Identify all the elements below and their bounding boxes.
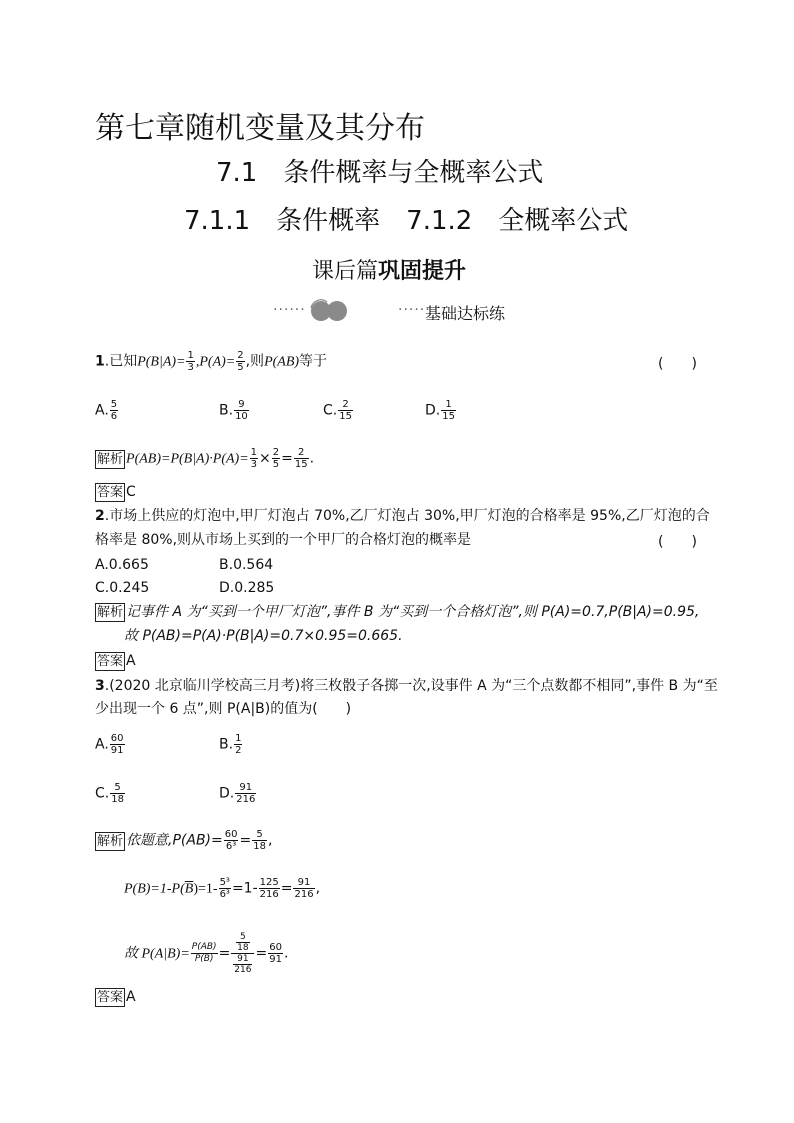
q3-sol2-frac-2-den: 216 <box>259 889 279 900</box>
q3-sol3-eq1: = <box>218 945 231 962</box>
q3-sol2-frac-1-den: 6³ <box>219 889 230 900</box>
q1-p4: P(AB) <box>264 354 300 370</box>
q1-option-c-num: 2 <box>338 399 353 411</box>
q2-option-b[interactable] <box>219 555 273 575</box>
q3-sol2-frac-2 <box>259 877 280 900</box>
q3-sol2-frac-1-num: 5³ <box>219 877 230 888</box>
q3-option-c-letter: C. <box>95 785 110 802</box>
q3-sol2-frac-2-num: 125 <box>259 877 279 888</box>
left-dots: ······ <box>273 302 306 318</box>
analysis-tag: 解析 <box>97 451 124 467</box>
analysis-tag: 解析 <box>97 833 124 849</box>
q3-option-a-frac <box>110 733 125 756</box>
q3-answer-value: A <box>126 989 136 1005</box>
q3-solution-line3 <box>124 932 288 975</box>
q3-sol2-pre: P(B)=1-P( <box>124 881 185 897</box>
q3-line1: .(2020 北京临川学校高三月考)将三枚骰子各掷一次,设事件 A 为“三个点数都不相同”,事件 B 为“至 <box>104 678 718 694</box>
q3-sol1-frac <box>224 829 239 852</box>
q1-sol-end: . <box>309 450 315 467</box>
q1-option-c-frac <box>338 399 353 422</box>
q3-sol1-frac-2-den: 18 <box>253 841 266 852</box>
q3-number: 3 <box>95 678 105 694</box>
q1-sol-eq: = <box>281 450 293 467</box>
q1-bracket: ( ) <box>658 356 697 372</box>
q3-sol2-mid: )=1- <box>193 881 218 897</box>
q1-frac-2-num: 2 <box>237 350 244 361</box>
q3-stem-line2: 少出现一个 6 点”,则 P(A|B)的值为( ) <box>95 701 352 717</box>
q1-option-c-letter: C. <box>323 402 338 419</box>
q3-solution-line2 <box>124 877 320 900</box>
q1-option-a-den: 6 <box>110 411 118 422</box>
q3-sol3-top-num: 5 <box>236 932 249 943</box>
q2-option-a[interactable] <box>95 555 149 575</box>
q2-answer-value: A <box>126 653 136 669</box>
q1-option-b-letter: B. <box>219 402 234 419</box>
q2-option-b-value: 0.564 <box>233 557 274 573</box>
q1-option-d-num: 1 <box>441 399 456 411</box>
q3-option-d[interactable] <box>219 782 257 805</box>
q3-sol3-top <box>231 932 254 954</box>
q1-option-b[interactable] <box>219 399 250 422</box>
q1-solution <box>95 447 314 470</box>
q3-option-c[interactable] <box>95 782 126 805</box>
q1-option-a-letter: A. <box>95 402 109 419</box>
q2-stem-line2: 格率是 80%,则从市场上买到的一个甲厂的合格灯泡的概率是 <box>95 532 472 548</box>
q3-option-d-num: 91 <box>235 782 256 794</box>
q1-option-d-frac <box>441 399 456 422</box>
answer-tag: 答案 <box>97 654 124 669</box>
q3-sol3-end: . <box>283 945 289 962</box>
part-prefix: 课后篇 <box>312 259 379 284</box>
q3-option-b-num: 1 <box>235 733 242 744</box>
q1-stem <box>95 350 327 373</box>
answer-tag: 答案 <box>97 990 124 1005</box>
q3-option-a[interactable] <box>95 733 126 756</box>
q3-option-c-den: 18 <box>111 794 124 805</box>
q3-sol3-bot-num: 91 <box>233 954 252 965</box>
q1-pre: .已知 <box>104 353 138 370</box>
q2-option-b-letter: B. <box>219 557 234 573</box>
q3-answer <box>95 987 136 1007</box>
q2-sol-line1: 记事件 A 为“买到一个甲厂灯泡”,事件 B 为“买到一个合格灯泡”,则 P(A)=0.7,P(B|A)=0.95, <box>126 604 700 620</box>
badge-icon <box>307 298 353 324</box>
q1-option-d-den: 15 <box>442 411 455 422</box>
q3-sol1-frac-2-num: 5 <box>252 829 267 841</box>
q3-sol1-frac-den: 6³ <box>225 841 237 852</box>
q3-sol2-frac-3-num: 91 <box>293 877 314 889</box>
q2-option-a-letter: A. <box>95 557 109 573</box>
q3-sol2-eq1: =1- <box>231 880 258 897</box>
part-title <box>312 254 466 285</box>
q1-frac-1 <box>186 350 194 373</box>
q1-sol-frac-2-den: 5 <box>272 459 280 470</box>
q3-sol3-frac-2 <box>268 942 283 965</box>
q3-sol1-pre: 依题意,P(AB)= <box>126 832 223 849</box>
q1-p3: ,则 <box>245 353 265 370</box>
q3-sol3-bot-den: 216 <box>234 965 252 975</box>
q3-option-d-frac <box>235 782 256 805</box>
q2-number: 2 <box>95 508 105 524</box>
q1-p5: 等于 <box>299 353 328 370</box>
q2-answer <box>95 651 136 671</box>
q1-sol-frac-3-num: 2 <box>294 447 309 459</box>
q1-p1: P(B|A)= <box>137 354 186 370</box>
q3-sol3-bot <box>231 954 254 975</box>
q1-option-c[interactable] <box>323 399 354 422</box>
q1-option-b-den: 10 <box>235 411 248 422</box>
q3-sol2-end: , <box>315 880 321 897</box>
analysis-tag: 解析 <box>97 605 124 620</box>
q1-sol-frac-1 <box>250 447 258 470</box>
q3-sol2-frac-1 <box>219 877 231 900</box>
q3-sol3-frac-1 <box>191 942 218 965</box>
q2-option-a-value: 0.665 <box>108 557 149 573</box>
q1-option-a-frac <box>110 399 118 422</box>
q2-option-c[interactable] <box>95 578 149 598</box>
q3-sol3-frac-1-num: P(AB) <box>191 942 217 952</box>
q1-sol-frac-1-den: 3 <box>250 459 258 470</box>
q2-line1: .市场上供应的灯泡中,甲厂灯泡占 70%,乙厂灯泡占 30%,甲厂灯泡的合格率是 95%,乙厂灯泡的合 <box>104 508 710 524</box>
q3-sol3-top-frac <box>236 932 249 953</box>
q1-p2: ,P(A)= <box>195 354 236 370</box>
q1-frac-1-den: 3 <box>187 362 194 373</box>
q3-option-b-den: 2 <box>235 745 242 756</box>
q3-sol2-frac-3-den: 216 <box>294 889 314 900</box>
q1-sol-frac-2-num: 2 <box>272 447 280 458</box>
q3-option-c-num: 5 <box>110 782 125 794</box>
part-bold: 巩固提升 <box>378 259 467 284</box>
q1-option-d[interactable] <box>425 399 457 422</box>
q2-option-d[interactable] <box>219 578 274 598</box>
q3-stem-line1 <box>95 676 718 696</box>
q3-option-b[interactable] <box>219 733 243 756</box>
q2-solution-line1 <box>95 602 699 622</box>
chapter-title: 第七章随机变量及其分布 <box>95 111 425 146</box>
q3-sol3-eq2: = <box>255 945 268 962</box>
q3-sol2-eq2: = <box>280 880 293 897</box>
q3-sol3-frac-2-den: 91 <box>269 954 282 965</box>
q3-option-c-frac <box>110 782 125 805</box>
q1-answer-value: C <box>126 484 136 500</box>
q2-option-d-value: 0.285 <box>234 580 275 596</box>
section-title: 7.1 条件概率与全概率公式 <box>216 158 544 188</box>
q1-sol-frac-3 <box>294 447 309 470</box>
q1-option-c-den: 15 <box>339 411 352 422</box>
q3-option-b-letter: B. <box>219 736 234 753</box>
q1-frac-2-den: 5 <box>237 362 244 373</box>
q1-number: 1 <box>95 353 105 370</box>
q3-option-d-letter: D. <box>219 785 235 802</box>
q3-sol1-end: , <box>267 832 273 849</box>
q2-solution-line2: 故 P(AB)=P(A)·P(B|A)=0.7×0.95=0.665. <box>124 628 403 644</box>
q1-sol-frac-1-num: 1 <box>250 447 258 458</box>
q3-sol2-frac-3 <box>293 877 314 900</box>
q1-answer <box>95 482 136 502</box>
q3-sol3-frac-2-num: 60 <box>269 942 282 953</box>
q1-option-a-num: 5 <box>110 399 118 410</box>
q3-sol3-pre: 故 P(A|B)= <box>124 946 190 962</box>
q3-option-b-frac <box>234 733 242 756</box>
q3-sol3-bot-frac <box>233 954 252 975</box>
q3-sol3-top-den: 18 <box>237 943 249 953</box>
q3-sol3-compound <box>231 932 254 975</box>
q2-stem-line1 <box>95 506 710 526</box>
q3-sol1-eq: = <box>239 832 252 849</box>
subsection-title: 7.1.1 条件概率 7.1.2 全概率公式 <box>184 206 629 236</box>
q3-sol3-frac-1-den: P(B) <box>194 954 214 964</box>
q3-solution-line1 <box>95 829 272 852</box>
q3-sol1-frac-num: 60 <box>224 829 238 840</box>
right-dots: ······ <box>398 302 431 318</box>
q3-sol1-frac-2 <box>252 829 267 852</box>
answer-tag: 答案 <box>97 485 124 500</box>
q2-option-c-value: 0.245 <box>109 580 150 596</box>
q1-option-b-num: 9 <box>234 399 249 411</box>
level-label: 基础达标练 <box>425 304 506 323</box>
q1-sol-frac-3-den: 15 <box>294 459 308 470</box>
level-banner <box>273 298 533 324</box>
q2-option-d-letter: D. <box>219 580 235 596</box>
q1-option-a[interactable] <box>95 399 119 422</box>
q3-option-a-num: 60 <box>110 733 124 744</box>
q3-sol2-bar: $\overline{B}$ <box>184 881 194 897</box>
q1-option-d-letter: D. <box>425 402 441 419</box>
q2-option-c-letter: C. <box>95 580 110 596</box>
q1-sol-times: × <box>259 450 271 467</box>
q1-option-b-frac <box>234 399 249 422</box>
q1-frac-2 <box>236 350 244 373</box>
q1-sol-frac-2 <box>272 447 280 470</box>
q1-frac-1-num: 1 <box>187 350 194 361</box>
q2-bracket: ( ) <box>658 534 697 550</box>
q3-option-d-den: 216 <box>236 794 256 805</box>
q3-option-a-den: 91 <box>110 745 124 756</box>
q3-option-a-letter: A. <box>95 736 109 753</box>
q1-sol-text: P(AB)=P(B|A)·P(A)= <box>126 451 249 467</box>
